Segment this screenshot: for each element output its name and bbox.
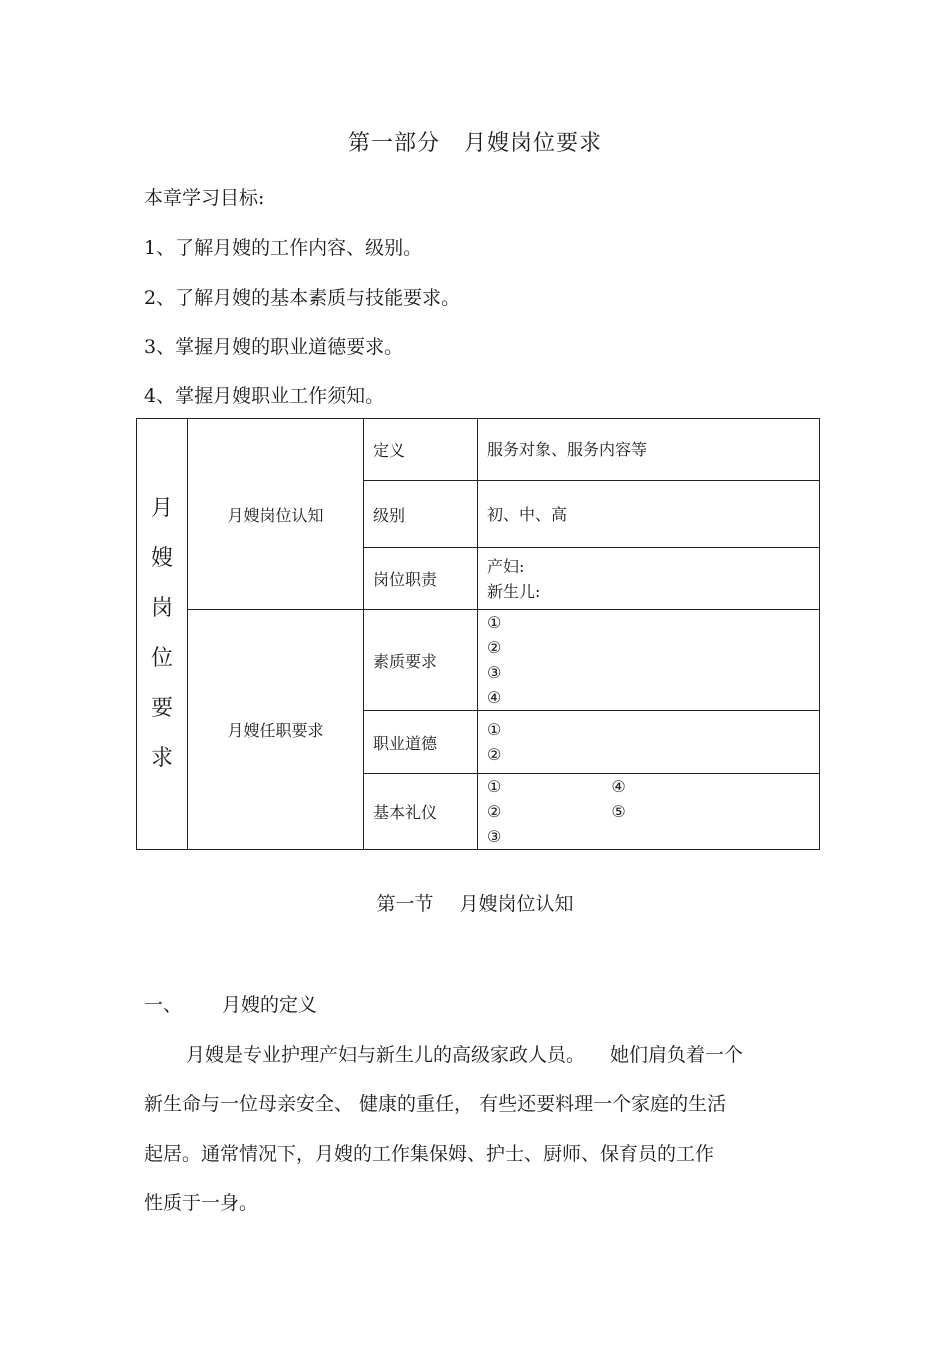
objective-item: 4、掌握月嫂职业工作须知。 xyxy=(144,385,385,407)
item-cell: 基本礼仪 xyxy=(364,774,478,850)
paragraph-line: 月嫂是专业护理产妇与新生儿的高级家政人员。 她们肩负着一个 xyxy=(186,1044,744,1066)
section-number: 第一节 xyxy=(376,893,434,915)
paragraph-line: 起居。通常情况下，月嫂的工作集保姆、护士、厨师、保育员的工作 xyxy=(144,1143,715,1165)
heading-number: 一、 xyxy=(144,994,183,1016)
objective-item: 1、了解月嫂的工作内容、级别。 xyxy=(144,237,423,259)
intro-label: 本章学习目标: xyxy=(144,187,265,209)
heading-text: 月嫂的定义 xyxy=(222,994,318,1016)
category-cell: 月嫂岗位认知 xyxy=(188,419,364,610)
item-cell: 岗位职责 xyxy=(364,548,478,610)
content-cell: 产妇: 新生儿: xyxy=(478,548,820,610)
paragraph-line: 新生命与一位母亲安全、 健康的重任， 有些还要料理一个家庭的生活 xyxy=(144,1093,727,1115)
subsection-heading xyxy=(144,990,317,1017)
page-title xyxy=(0,126,950,157)
content-cell: 初、中、高 xyxy=(478,481,820,548)
part-name: 月嫂岗位要求 xyxy=(464,131,603,156)
objective-item: 3、掌握月嫂的职业道德要求。 xyxy=(144,336,404,358)
content-cell: 服务对象、服务内容等 xyxy=(478,419,820,481)
item-cell: 职业道德 xyxy=(364,711,478,774)
paragraph-line: 性质于一身。 xyxy=(144,1192,259,1214)
content-cell: ① ④ ② ⑤ ③ xyxy=(478,774,820,850)
part-number: 第一部分 xyxy=(347,131,440,156)
content-cell: ① ② xyxy=(478,711,820,774)
objective-item: 2、了解月嫂的基本素质与技能要求。 xyxy=(144,287,461,309)
item-cell: 定义 xyxy=(364,419,478,481)
section-name: 月嫂岗位认知 xyxy=(459,893,574,915)
category-cell: 月嫂任职要求 xyxy=(188,610,364,850)
requirements-table xyxy=(136,418,820,850)
item-cell: 素质要求 xyxy=(364,610,478,711)
item-cell: 级别 xyxy=(364,481,478,548)
content-cell: ① ② ③ ④ xyxy=(478,610,820,711)
table-main-label: 月 嫂 岗 位 要 求 xyxy=(137,419,188,850)
section-title xyxy=(0,889,950,916)
